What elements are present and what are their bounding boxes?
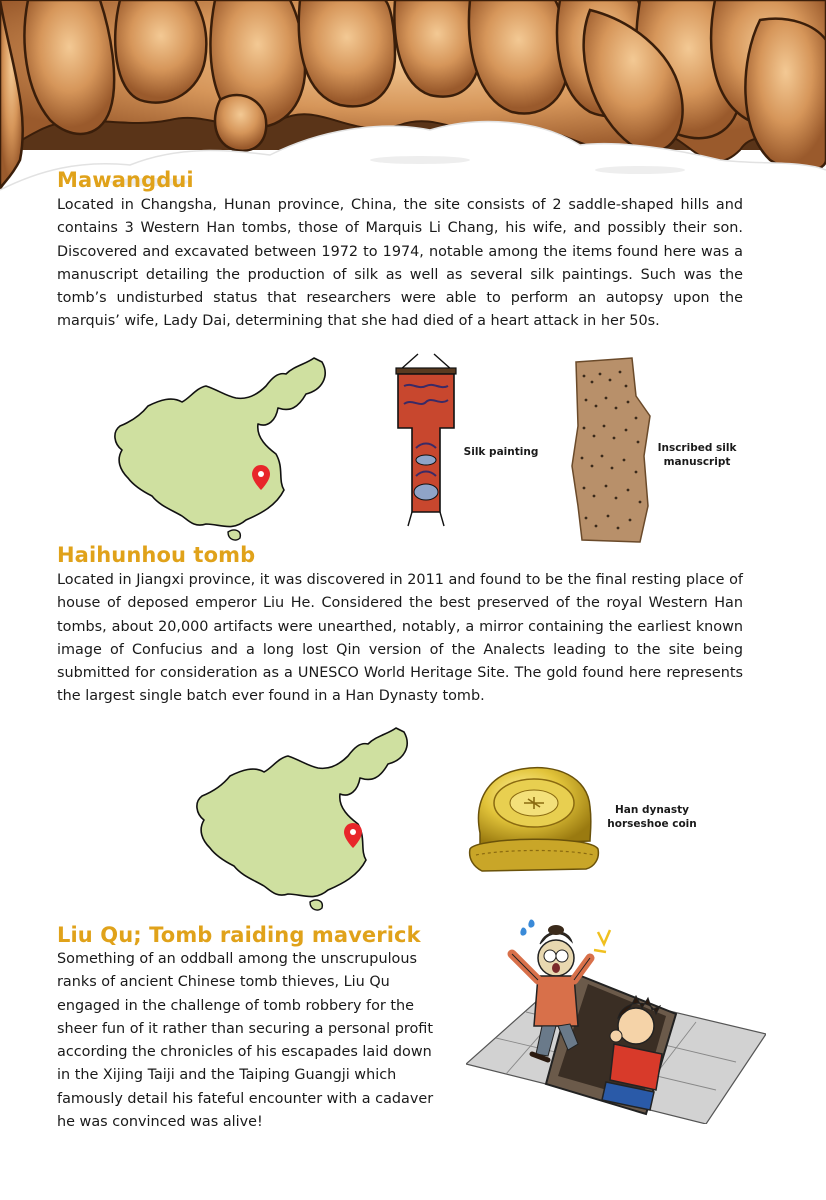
caption-horseshoe-coin [604,803,700,831]
caption-silk-manuscript [648,441,746,469]
silk-painting-illustration [390,352,462,530]
section-body-mawangdui: Located in Changsha, Hunan province, China, the site consists of 2 saddle-shaped hills and contains 3 Western Han tombs, those of Marquis Li Chang, his wife, and possibly their son. Discovered and excavated between 1972 to 1974, notable among the items found here was a manuscript detailing the production of silk as well as several silk paintings. Such was the tomb’s undisturbed status that researchers were able to perform an autopsy upon the marquis’ wife, Lady Dai, determining that she had died of a heart attack in her 50s. [57,197,743,330]
china-map-jiangxi [190,726,420,914]
section-title-haihunhou: Haihunhou tomb [57,543,256,567]
section-title-mawangdui: Mawangdui [57,168,194,192]
caption-silk-manuscript-line2: manuscript [663,456,731,468]
silk-manuscript-illustration [570,356,652,544]
caption-horseshoe-coin-line1: Han dynasty [614,804,690,816]
section-title-liuqu: Liu Qu; Tomb raiding maverick [57,923,421,947]
liu-qu-comic-illustration [466,914,766,1124]
china-map-changsha [108,356,338,544]
horseshoe-coin-illustration [466,763,602,875]
section-body-liuqu: Something of an oddball among the unscrupulous ranks of ancient Chinese tomb thieves, Liu Qu engaged in the challenge of tomb robbery for the sheer fun of it rather than securing a personal profit according the chronicles of his escapades laid down in the Xijing Taiji and the Taiping Guangji which famously detail his fateful encounter with a cadaver he was convinced was alive! [57,951,434,1131]
caption-silk-manuscript-line1: Inscribed silk [657,442,737,454]
caption-horseshoe-coin-line2: horseshoe coin [607,818,697,830]
caption-silk-painting: Silk painting [463,446,539,458]
section-body-haihunhou: Located in Jiangxi province, it was discovered in 2011 and found to be the final resting place of house of deposed emperor Liu He. Considered the best preserved of the royal Western Han tombs, about 20,000 artifacts were unearthed, notably, a mirror containing the earliest known image of Confucius and a long lost Qin version of the Analects leading to the site being submitted for consideration as a UNESCO World Heritage Site. The gold found here represents the largest single batch ever found in a Han Dynasty tomb. [57,572,743,705]
